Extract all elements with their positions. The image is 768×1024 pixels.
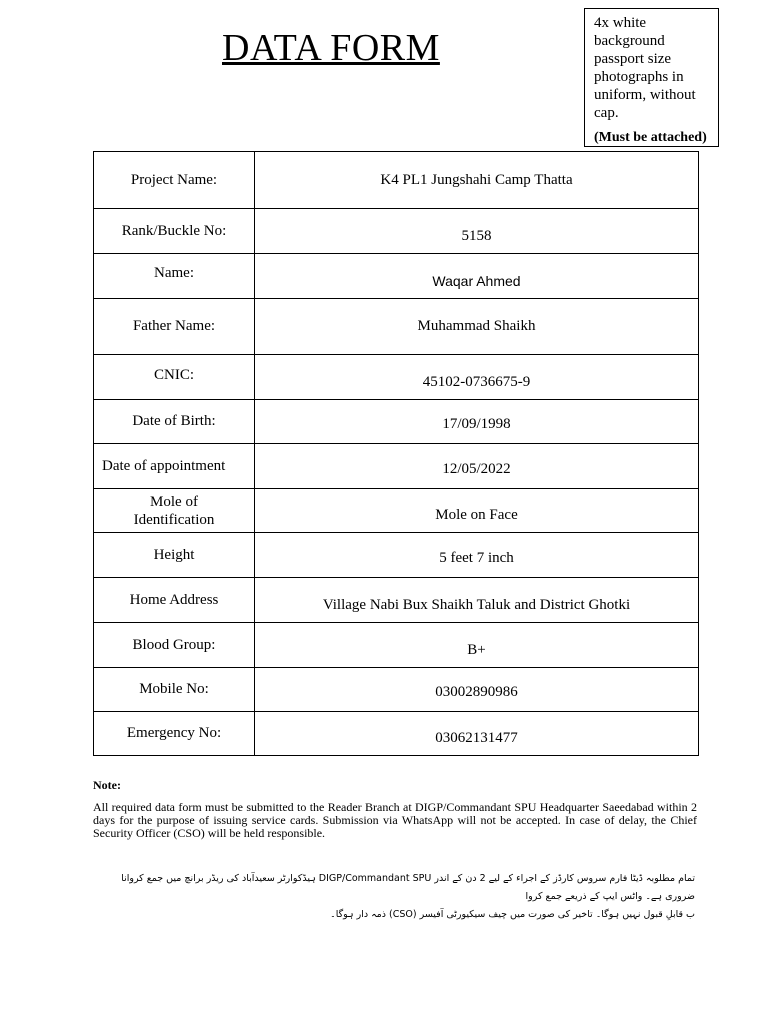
field-value-name: Waqar Ahmed [255, 254, 699, 299]
field-value-rank-buckle: 5158 [255, 209, 699, 254]
field-value-emergency-no: 03062131477 [255, 712, 699, 756]
field-value-home-address: Village Nabi Bux Shaikh Taluk and District Ghotki [255, 578, 699, 623]
table-row [94, 254, 699, 299]
field-value-height: 5 feet 7 inch [255, 533, 699, 578]
field-value-mole-of-identification: Mole on Face [255, 489, 699, 533]
field-value-project-name: K4 PL1 Jungshahi Camp Thatta [255, 152, 699, 209]
table-row [94, 533, 699, 578]
table-row [94, 668, 699, 712]
field-label-blood-group: Blood Group: [94, 623, 255, 668]
field-value-cnic: 45102-0736675-9 [255, 355, 699, 400]
table-row [94, 152, 699, 209]
field-label-cnic: CNIC: [94, 355, 255, 400]
urdu-note-line-2: ب قابلِ قبول نہیں ہوگا۔ تاخیر کی صورت میں چیف سیکیورٹی آفیسر (CSO) ذمہ دار ہوگا۔ [330, 909, 695, 920]
field-label-mole-of-identification: Mole of Identification [94, 489, 255, 533]
table-row [94, 623, 699, 668]
table-row [94, 400, 699, 444]
data-form-table [93, 151, 699, 756]
table-row [94, 355, 699, 400]
field-value-father-name: Muhammad Shaikh [255, 299, 699, 355]
field-value-mobile-no: 03002890986 [255, 668, 699, 712]
field-value-blood-group: B+ [255, 623, 699, 668]
urdu-note-line-1: تمام مطلوبہ ڈیٹا فارم سروس کارڈز کے اجراء کے لیے 2 دن کے اندر DIGP/Commandant SPU ہیڈکوارٹر سعیدآباد کی ریڈر برانچ میں جمع کروانا ضروری ہے۔ واٹس ایپ کے ذریعے جمع کروا [121, 873, 695, 902]
table-row [94, 489, 699, 533]
field-label-project-name: Project Name: [94, 152, 255, 209]
field-label-emergency-no: Emergency No: [94, 712, 255, 756]
form-title: DATA FORM [222, 27, 440, 69]
field-label-mobile-no: Mobile No: [94, 668, 255, 712]
field-value-date-of-appointment: 12/05/2022 [255, 444, 699, 489]
photo-instructions-text: 4x white background passport size photographs in uniform, without cap. [594, 15, 696, 121]
photo-instructions-box [584, 8, 719, 147]
field-label-name: Name: [94, 254, 255, 299]
field-label-date-of-birth: Date of Birth: [94, 400, 255, 444]
table-row [94, 712, 699, 756]
photo-must-attach-note: (Must be attached) [594, 130, 707, 145]
field-label-height: Height [94, 533, 255, 578]
field-label-father-name: Father Name: [94, 299, 255, 355]
table-row [94, 444, 699, 489]
table-row [94, 209, 699, 254]
field-label-rank-buckle: Rank/Buckle No: [94, 209, 255, 254]
field-label-date-of-appointment: Date of appointment [94, 444, 255, 489]
note-heading: Note: [93, 778, 121, 792]
table-row [94, 299, 699, 355]
urdu-note [100, 870, 695, 924]
field-value-date-of-birth: 17/09/1998 [255, 400, 699, 444]
table-row [94, 578, 699, 623]
field-label-home-address: Home Address [94, 578, 255, 623]
note-body-text: All required data form must be submitted to the Reader Branch at DIGP/Commandant SPU Headquarter Saeedabad within 2 days for the purpose of issuing service cards. Submission via WhatsApp will not be accepted. In case of delay, the Chief Security Officer (CSO) will be held responsible. [93, 800, 697, 840]
